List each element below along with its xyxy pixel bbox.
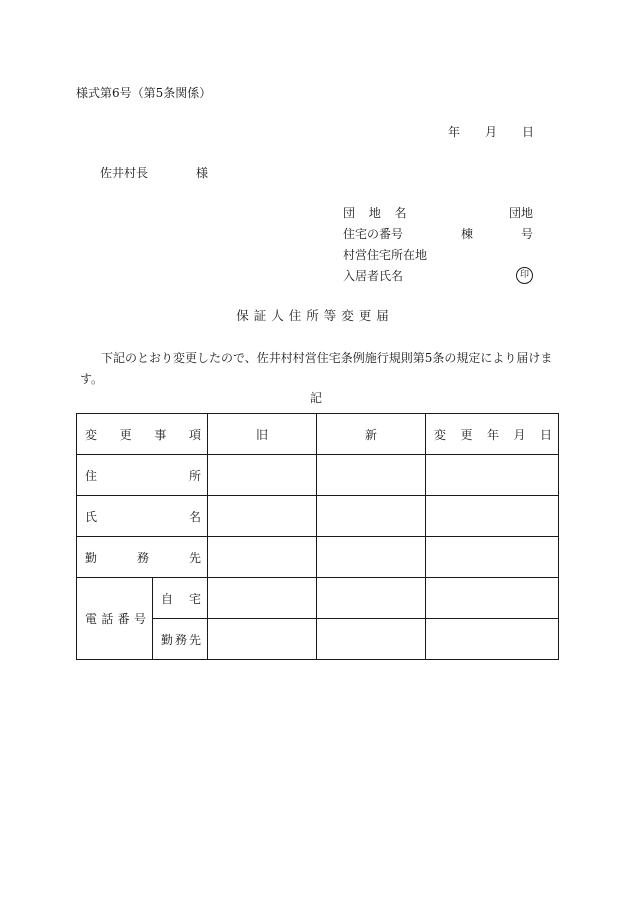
phone-home-old-cell	[208, 578, 317, 619]
table-row	[77, 578, 559, 619]
table-header-row	[77, 414, 559, 455]
workplace-old-cell	[208, 537, 317, 578]
row-label-phone: 電 話 番 号	[77, 578, 153, 660]
tenant-row	[343, 268, 533, 289]
house-number-row	[343, 226, 533, 247]
location-label: 村営住宅所在地	[343, 248, 428, 262]
change-table	[76, 413, 559, 660]
name-old-cell	[208, 496, 317, 537]
phone-work-new-cell	[317, 619, 426, 660]
address-old-cell	[208, 455, 317, 496]
body-text: 下記のとおり変更したので、佐井村村営住宅条例施行規則第5条の規定により届けます。	[80, 351, 553, 386]
header-item: 変 更 事 項	[77, 414, 208, 455]
estate-row	[343, 205, 533, 226]
table-row	[77, 455, 559, 496]
phone-work-old-cell	[208, 619, 317, 660]
tenant-label: 入居者氏名	[343, 269, 404, 283]
addressee-honorific: 様	[196, 166, 209, 180]
applicant-block	[343, 205, 533, 289]
form-number: 様式第6号（第5条関係）	[76, 86, 212, 100]
row-label-workplace: 勤 務 先	[77, 537, 208, 578]
date-month-label: 月	[484, 125, 497, 139]
table-row	[77, 537, 559, 578]
phone-work-date-cell	[426, 619, 559, 660]
estate-suffix: 団地	[508, 206, 533, 220]
number-suffix: 号	[520, 227, 533, 241]
phone-home-new-cell	[317, 578, 426, 619]
workplace-date-cell	[426, 537, 559, 578]
address-new-cell	[317, 455, 426, 496]
date-year-label: 年	[448, 125, 461, 139]
name-new-cell	[317, 496, 426, 537]
workplace-new-cell	[317, 537, 426, 578]
header-new: 新	[317, 414, 426, 455]
addressee	[100, 165, 208, 181]
addressee-name: 佐井村長	[100, 166, 149, 180]
row-label-name: 氏 名	[77, 496, 208, 537]
ki-label: 記	[309, 391, 322, 405]
header-old: 旧	[208, 414, 317, 455]
row-label-phone-work: 勤 務 先	[153, 619, 208, 660]
seal-mark: 印	[516, 267, 533, 284]
house-number-label: 住宅の番号	[343, 227, 404, 241]
date-day-label: 日	[521, 125, 534, 139]
location-row	[343, 247, 533, 268]
address-date-cell	[426, 455, 559, 496]
phone-home-date-cell	[426, 578, 559, 619]
name-date-cell	[426, 496, 559, 537]
row-label-address: 住 所	[77, 455, 208, 496]
header-date: 変 更 年 月 日	[426, 414, 559, 455]
table-row	[77, 496, 559, 537]
estate-label: 団 地 名	[343, 206, 407, 220]
document-title: 保証人住所等変更届	[236, 308, 394, 323]
row-label-phone-home: 自 宅	[153, 578, 208, 619]
date-line	[448, 124, 534, 140]
building-suffix: 棟	[461, 227, 474, 241]
